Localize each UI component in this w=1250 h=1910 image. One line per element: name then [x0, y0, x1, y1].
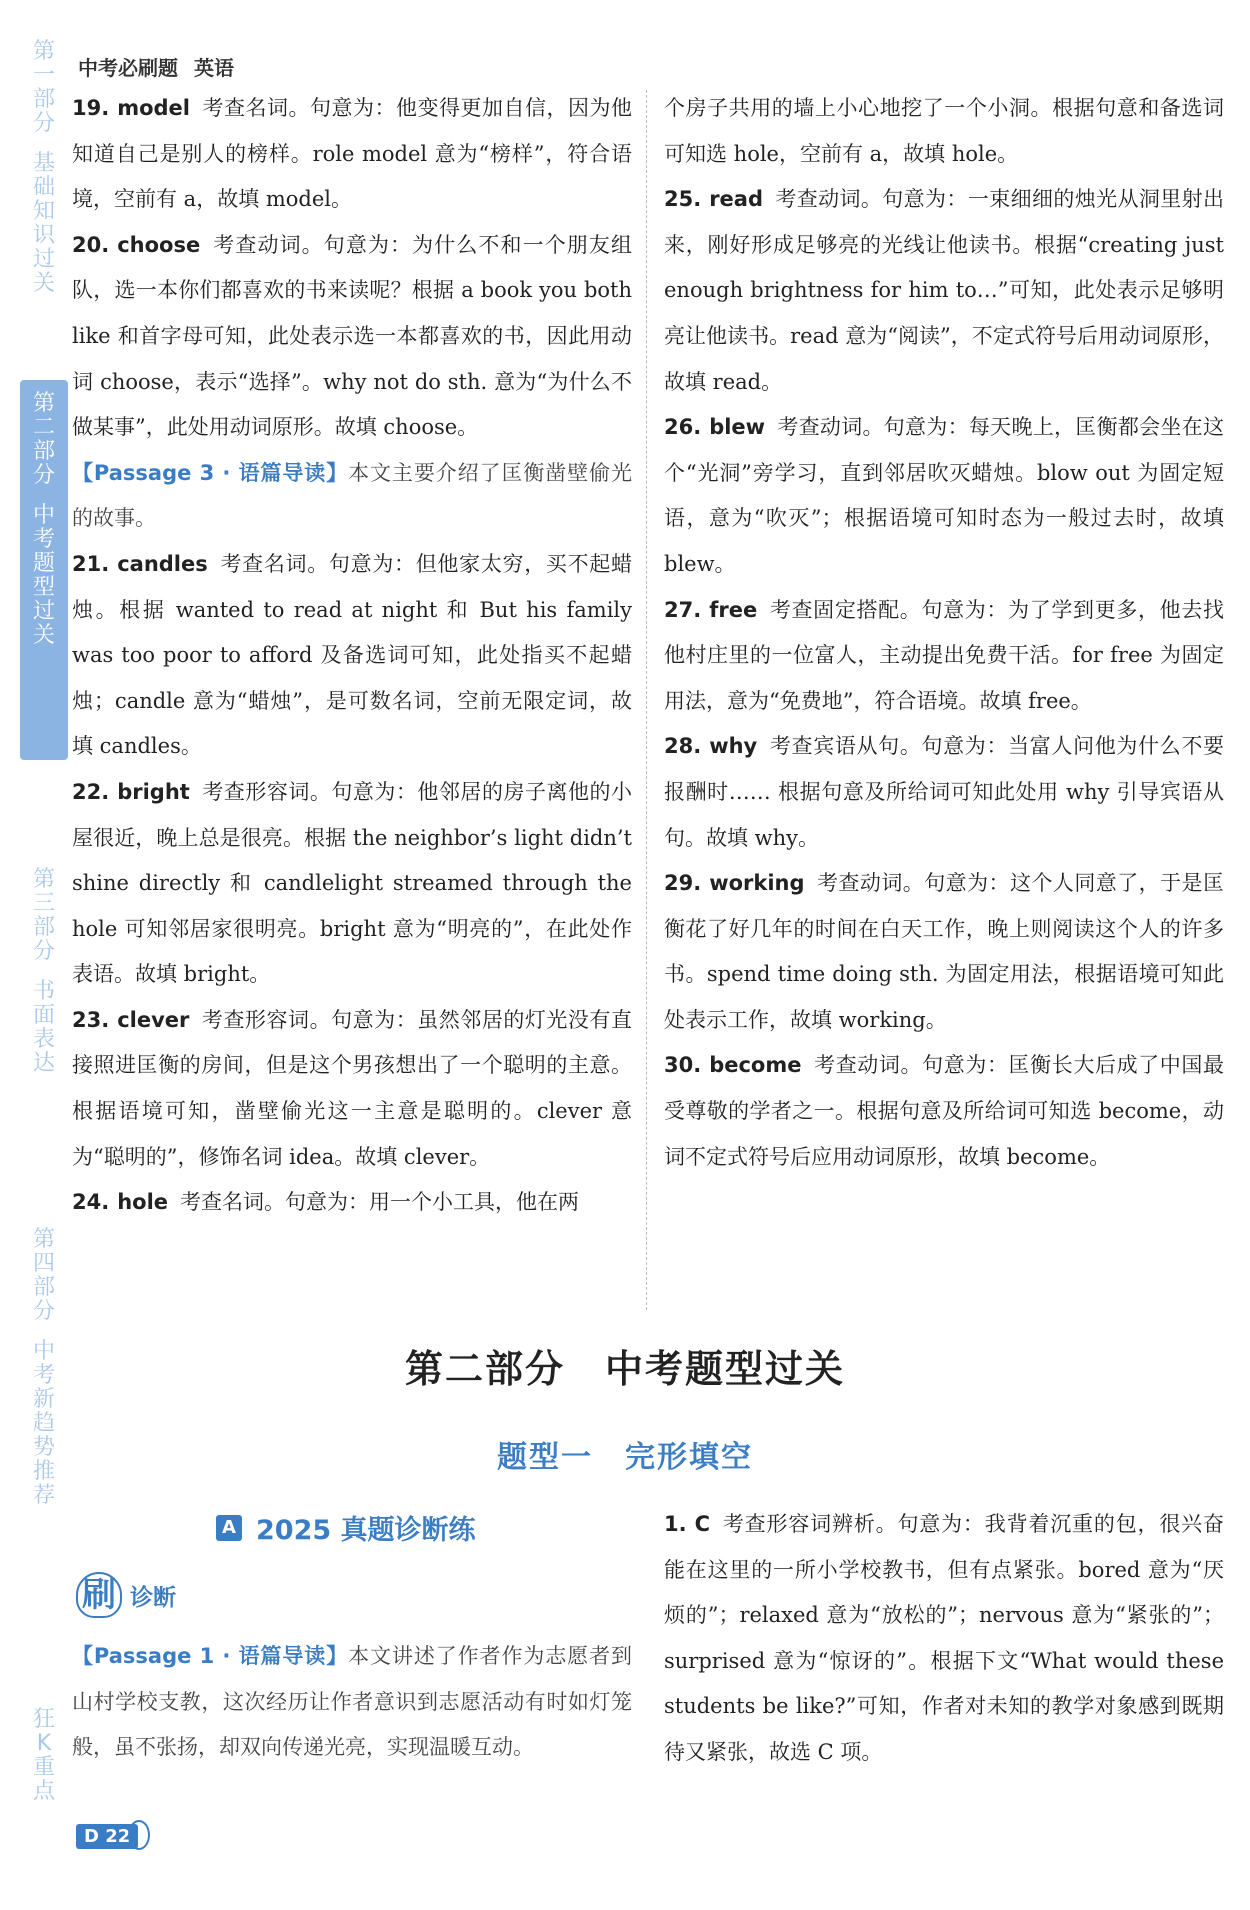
bulb-icon [128, 1820, 150, 1850]
item-number: 28. [664, 734, 702, 759]
item-explanation: 考查形容词。句意为：他邻居的房子离他的小屋很近，晚上总是很亮。根据 the neighbor’s light didn’t shine directly 和 candlelight streamed through the hole 可知邻居家很明亮。bright 意为“明亮的”，在此处作表语。故填 bright。 [72, 779, 632, 987]
column-divider [646, 90, 647, 1310]
left-column [72, 86, 632, 1226]
book-title: 中考必刷题 [78, 56, 178, 80]
item-answer: bright [117, 779, 190, 804]
item-number: 1. [664, 1512, 687, 1536]
item-answer: model [117, 96, 190, 120]
diagnosis-text: 诊断 [130, 1584, 176, 1611]
answer-item-24-continued [664, 86, 1224, 177]
item-answer: working [709, 871, 805, 896]
item-number: 30. [664, 1053, 702, 1078]
answer-item-20 [72, 223, 632, 451]
answer-item-29 [664, 861, 1224, 1043]
passage-summary: 本文讲述了作者作为志愿者到山村学校支教，这次经历让作者意识到志愿活动有时如灯笼般，虽不张扬，却双向传递光亮，实现温暖互动。 [72, 1644, 632, 1760]
subject-title: 英语 [194, 56, 234, 80]
page-number: D 22 [76, 1824, 138, 1849]
item-explanation: 考查形容词辨析。句意为：我背着沉重的包，很兴奋能在这里的一所小学校教书，但有点紧张。bored 意为“厌烦的”；relaxed 意为“放松的”；nervous 意为“紧张的”；surprised 意为“惊讶的”。根据下文“What would these students be like?”可知，作者对未知的教学对象感到既期待又紧张，故选 C 项。 [664, 1512, 1224, 1764]
item-explanation: 考查动词。句意为：为什么不和一个朋友组队，选一本你们都喜欢的书来读呢？根据 a book you both like 和首字母可知，此处表示选一本都喜欢的书，因此用动词 choose，表示“选择”。why not do sth. 意为“为什么不做某事”，此处用动词原形。故填 choose。 [72, 232, 632, 440]
passage-1-guide [72, 1634, 632, 1771]
item-answer: candles [117, 551, 208, 576]
item-number: 21. [72, 551, 110, 576]
item-explanation: 考查动词。句意为：一束细细的烛光从洞里射出来，刚好形成足够亮的光线让他读书。根据“creating just enough brightness for him to…”可知，此处表示足够明亮让他读书。read 意为“阅读”，不定式符号后用动词原形，故填 read。 [664, 187, 1224, 394]
diagnosis-label [76, 1572, 176, 1618]
item-explanation: 考查形容词。句意为：虽然邻居的灯光没有直接照进匡衡的房间，但是这个男孩想出了一个聪明的主意。根据语境可知，凿壁偷光这一主意是聪明的。clever 意为“聪明的”，修饰名词 idea。故填 clever。 [72, 1007, 632, 1169]
item-explanation: 考查动词。句意为：这个人同意了，于是匡衡花了好几年的时间在白天工作，晚上则阅读这个人的许多书。spend time doing sth. 为固定用法，根据语境可知此处表示工作，故填 working。 [664, 871, 1224, 1032]
item-explanation: 考查名词。句意为：他变得更加自信，因为他知道自己是别人的榜样。role model 意为“榜样”，符合语境，空前有 a，故填 model。 [72, 96, 632, 212]
item-answer: become [709, 1053, 802, 1078]
item-answer: blew [709, 415, 766, 440]
item-number: 26. [664, 415, 702, 440]
right-column [664, 86, 1224, 1180]
answer-item-21 [72, 542, 632, 770]
badge-letter: A [216, 1515, 242, 1541]
answer-item-24 [72, 1180, 632, 1226]
item-answer: clever [117, 1007, 190, 1032]
item-answer: free [709, 597, 758, 622]
item-number: 20. [72, 232, 110, 257]
item-answer: read [709, 187, 764, 212]
item-explanation: 考查宾语从句。句意为：当富人问他为什么不要报酬时…… 根据句意及所给词可知此处用 why 引导宾语从句。故填 why。 [664, 734, 1224, 850]
item-answer: C [694, 1512, 711, 1536]
answer-item-28 [664, 724, 1224, 861]
brush-icon: 刷 [76, 1572, 122, 1618]
section-title: 第二部分 中考题型过关 [404, 1347, 845, 1391]
item-answer: choose [117, 232, 201, 257]
item-number: 24. [72, 1190, 110, 1215]
item-number: 19. [72, 96, 110, 120]
side-tab-part1[interactable]: 第 一 部 分 基 础 知 识 过 关 [32, 39, 55, 296]
page-header [78, 52, 234, 81]
side-tab-part2[interactable]: 第 二 部 分 中 考 题 型 过 关 [20, 380, 68, 760]
item-explanation: 考查名词。句意为：但他家太穷，买不起蜡烛。根据 wanted to read at night 和 But his family was too poor to afford 及备选词可知，此处指买不起蜡烛；candle 意为“蜡烛”，是可数名词，空前无限定词，故填 candles。 [72, 551, 632, 759]
answer-item-23 [72, 998, 632, 1180]
answer-item-27 [664, 588, 1224, 725]
item-number: 29. [664, 871, 702, 896]
question-type-title: 题型一 完形填空 [497, 1440, 753, 1475]
answer-item-19 [72, 86, 632, 223]
answer-item-1 [664, 1502, 1224, 1776]
passage-tag: 【Passage 3 · 语篇导读】 [72, 460, 349, 485]
answer-item-25 [664, 177, 1224, 405]
item-answer: why [709, 734, 758, 759]
item-explanation: 考查动词。句意为：匡衡长大后成了中国最受尊敬的学者之一。根据句意及所给词可知选 become，动词不定式符号后应用动词原形，故填 become。 [664, 1053, 1224, 1169]
passage-3-guide [72, 451, 632, 542]
item-explanation: 个房子共用的墙上小心地挖了一个小洞。根据句意和备选词可知选 hole，空前有 a，故填 hole。 [664, 96, 1224, 166]
item-number: 25. [664, 187, 702, 212]
item-number: 22. [72, 779, 110, 804]
answer-item-30 [664, 1043, 1224, 1180]
answer-item-22 [72, 770, 632, 998]
item-explanation: 考查固定搭配。句意为：为了学到更多，他去找他村庄里的一位富人，主动提出免费干活。for free 为固定用法，意为“免费地”，符合语境。故填 free。 [664, 597, 1224, 713]
side-tab-part4[interactable]: 第 四 部 分 中 考 新 趋 势 推 荐 [32, 1227, 55, 1508]
passage-tag: 【Passage 1 · 语篇导读】 [72, 1644, 349, 1668]
exercise-heading [216, 1508, 476, 1547]
item-explanation: 考查名词。句意为：用一个小工具，他在两 [180, 1190, 580, 1215]
side-tab-key[interactable]: 狂 K 重 点 [32, 1707, 55, 1804]
passage-summary: 本文主要介绍了匡衡凿壁偷光的故事。 [72, 460, 632, 531]
answer-item-26 [664, 405, 1224, 587]
side-tab-part3[interactable]: 第 三 部 分 书 面 表 达 [32, 867, 55, 1076]
item-explanation: 考查动词。句意为：每天晚上，匡衡都会坐在这个“光洞”旁学习，直到邻居吹灭蜡烛。blow out 为固定短语，意为“吹灭”；根据语境可知时态为一般过去时，故填 blew。 [664, 415, 1224, 576]
item-answer: hole [117, 1190, 169, 1215]
exercise-title: 2025 真题诊断练 [256, 1515, 476, 1546]
item-number: 23. [72, 1007, 110, 1032]
item-number: 27. [664, 597, 702, 622]
